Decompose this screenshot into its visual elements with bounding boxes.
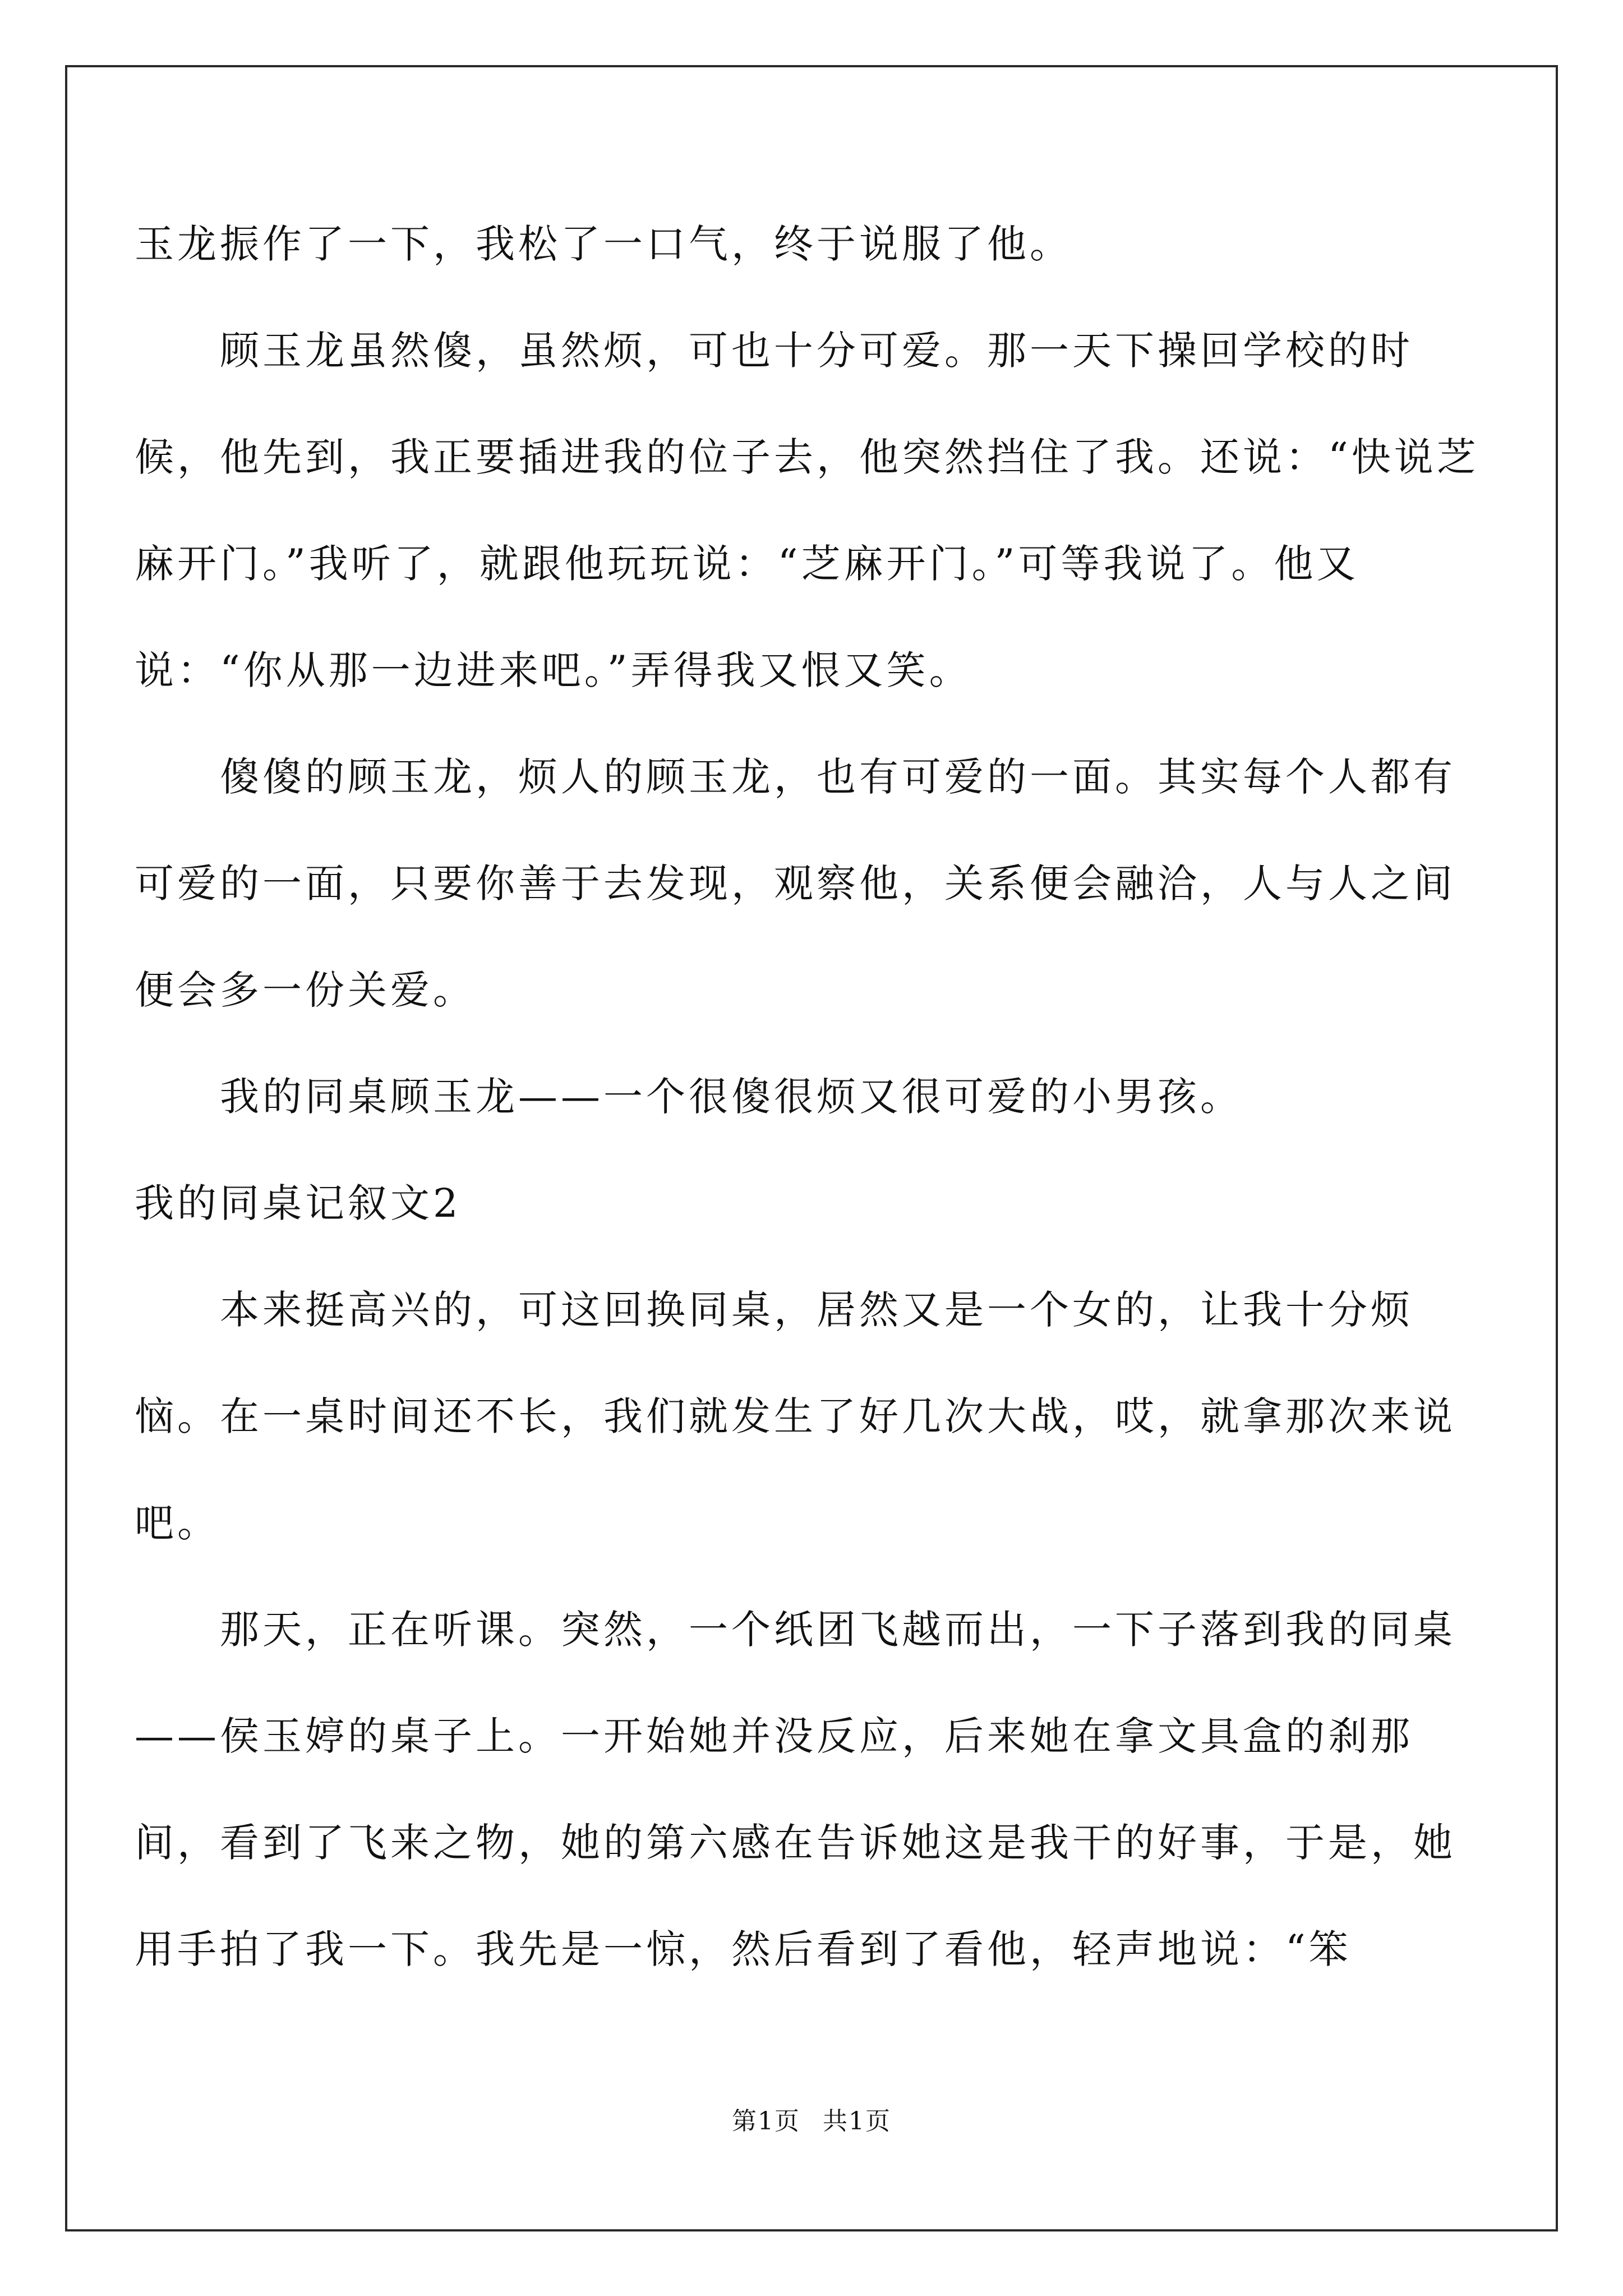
page-total: 共1页 bbox=[823, 2107, 891, 2136]
section-heading: 我的同桌记叙文2 bbox=[135, 1180, 462, 1226]
paragraph-1: 玉龙振作了一下，我松了一口气，终于说服了他。 bbox=[135, 221, 1072, 267]
paragraph-5: 本来挺高兴的，可这回换同桌，居然又是一个女的，让我十分烦恼。在一桌时间还不长，我们就发生了好几次大战，哎，就拿那次来说吧。 bbox=[135, 1287, 1456, 1546]
paragraph-4: 我的同桌顾玉龙——一个很傻很烦又很可爱的小男孩。 bbox=[220, 1074, 1243, 1120]
document-body bbox=[135, 191, 1486, 2003]
page-footer bbox=[0, 2101, 1623, 2137]
paragraph-3: 傻傻的顾玉龙，烦人的顾玉龙，也有可爱的一面。其实每个人都有可爱的一面，只要你善于去发现，观察他，关系便会融洽，人与人之间便会多一份关爱。 bbox=[135, 754, 1456, 1013]
paragraph-6: 那天，正在听课。突然，一个纸团飞越而出，一下子落到我的同桌——侯玉婷的桌子上。一开始她并没反应，后来她在拿文具盒的刹那间，看到了飞来之物，她的第六感在告诉她这是我干的好事，于是，她用手拍了我一下。我先是一惊，然后看到了看他，轻声地说：“笨 bbox=[135, 1607, 1456, 1972]
page-number: 第1页 bbox=[732, 2107, 800, 2136]
paragraph-2: 顾玉龙虽然傻，虽然烦，可也十分可爱。那一天下操回学校的时候，他先到，我正要插进我的位子去，他突然挡住了我。还说：“快说芝麻开门。”我听了，就跟他玩玩说：“芝麻开门。”可等我说了。他又说：“你从那一边进来吧。”弄得我又恨又笑。 bbox=[135, 328, 1479, 693]
